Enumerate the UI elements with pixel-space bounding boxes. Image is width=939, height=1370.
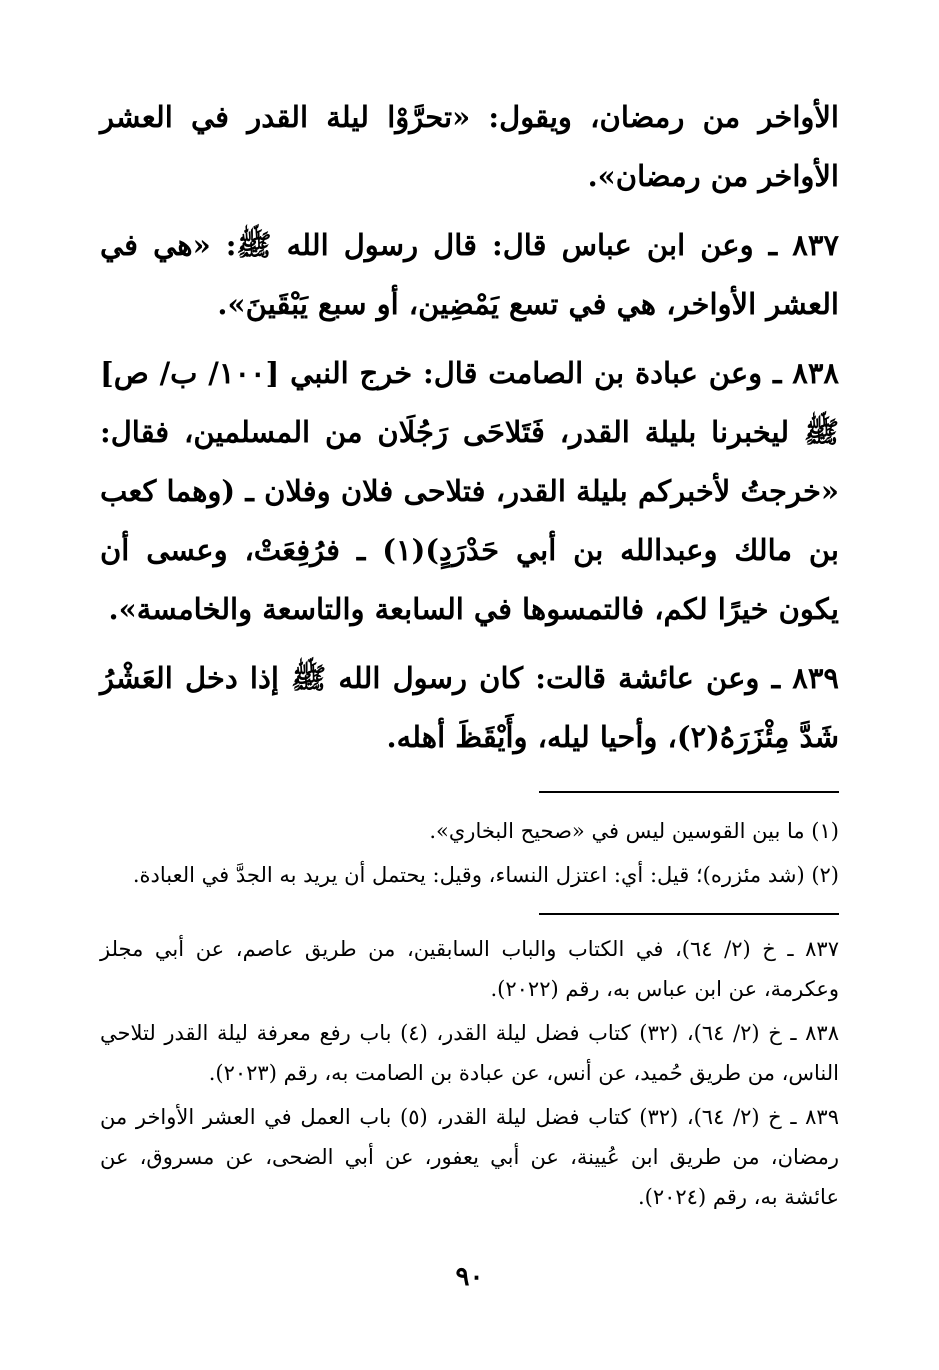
source-839: ٨٣٩ ـ خ (٢/ ٦٤)، (٣٢) كتاب فضل ليلة القدر، (٥) باب العمل في العشر الأواخر من رمضان، من طريق ابن عُيينة، عن أبي يعفور، عن أبي الضحى، عن مسروق، عن عائشة به، رقم (٢٠٢٤). [100, 1105, 839, 1209]
hadith-838: ٨٣٨ ـ وعن عبادة بن الصامت قال: خرج النبي [١٠٠/ ب/ ص] ﷺ ليخبرنا بليلة القدر، فَتَلاحَى رَجُلَان من المسلمين، فقال: «خرجتُ لأخبركم بليلة القدر، فتلاحى فلان وفلان ـ (وهما كعب بن مالك وعبدالله بن أبي حَدْرَدٍ)(١) ـ فرُفِعَتْ، وعسى أن يكون خيرًا لكم، فالتمسوها في السابعة والتاسعة والخامسة». [100, 356, 840, 626]
paragraph-continuation: الأواخر من رمضان، ويقول: «تحرَّوْا ليلة القدر في العشر الأواخر من رمضان». [100, 100, 839, 193]
page-body [100, 88, 839, 1221]
footnote-1: (١) ما بين القوسين ليس في «صحيح البخاري». [429, 819, 839, 843]
source-837: ٨٣٧ ـ خ (٢/ ٦٤)، في الكتاب والباب السابقين، من طريق عاصم، عن أبي مجلز وعكرمة، عن ابن عباس به، رقم (٢٠٢٢). [100, 937, 839, 1001]
sources-divider [539, 913, 839, 915]
page-number: ٩٠ [455, 1262, 484, 1292]
source-838: ٨٣٨ ـ خ (٢/ ٦٤)، (٣٢) كتاب فضل ليلة القدر، (٤) باب رفع معرفة ليلة القدر لتلاحي الناس، من طريق حُميد، عن أنس، عن عبادة بن الصامت به، رقم (٢٠٢٣). [100, 1021, 839, 1085]
hadith-837: ٨٣٧ ـ وعن ابن عباس قال: قال رسول الله ﷺ: «هي في العشر الأواخر، هي في تسع يَمْضِين، أو سبع يَبْقَينَ». [100, 228, 839, 321]
footnote-divider [539, 791, 839, 793]
footnote-2: (٢) (شد مئزره)؛ قيل: أي: اعتزل النساء، وقيل: يحتمل أن يريد به الجدَّ في العبادة. [132, 863, 839, 887]
hadith-839: ٨٣٩ ـ وعن عائشة قالت: كان رسول الله ﷺ إذا دخل العَشْرُ شَدَّ مِئْزَرَهُ(٢)، وأحيا ليله، وأَيْقَظَ أهله. [100, 661, 839, 754]
